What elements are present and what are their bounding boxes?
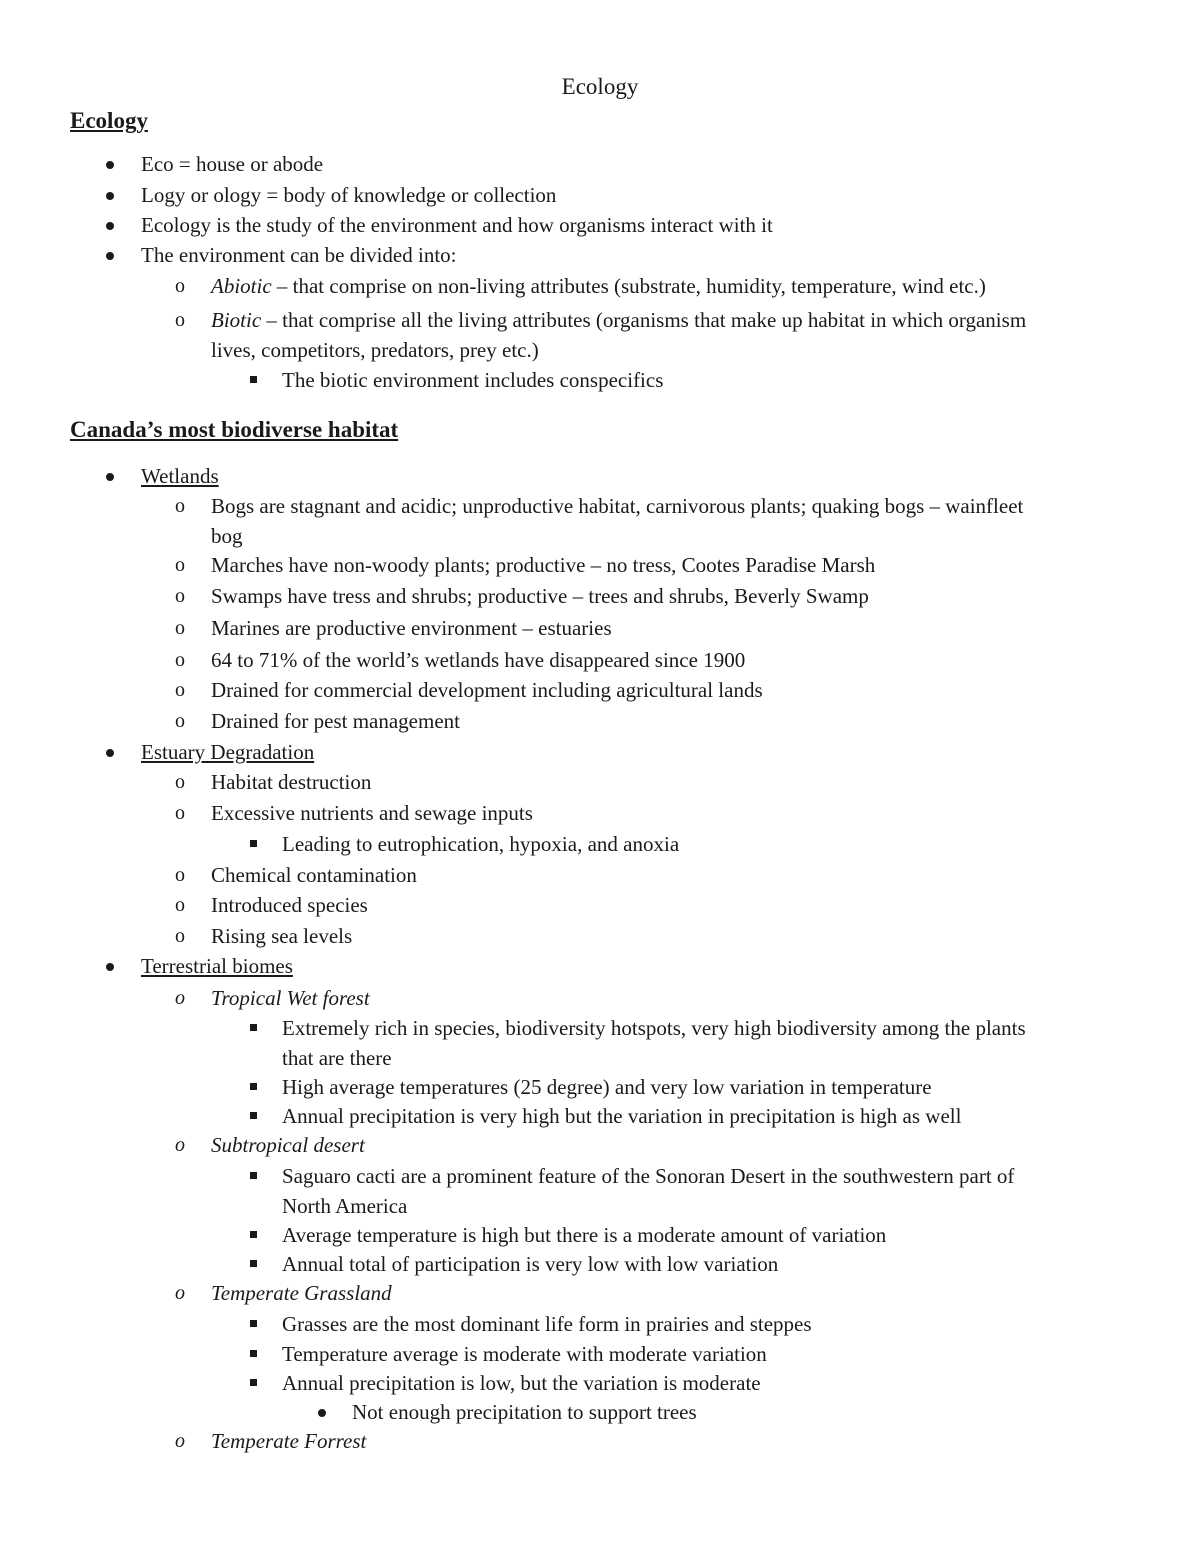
- list-item-text: Wetlands: [141, 464, 219, 488]
- list-item-text: Average temperature is high but there is a moderate amount of variation: [282, 1223, 887, 1247]
- list-item-text: Saguaro cacti are a prominent feature of the Sonoran Desert in the southwestern part of: [282, 1164, 1015, 1188]
- list-item-text: Grasses are the most dominant life form in prairies and steppes: [282, 1312, 812, 1336]
- bullet-circle-icon: o: [175, 802, 185, 824]
- list-item-text: Tropical Wet forest: [211, 986, 370, 1010]
- bullet-square-icon: [250, 1320, 257, 1327]
- bullet-square-icon: [250, 1083, 257, 1090]
- bullet-dot-icon: [106, 161, 114, 169]
- bullet-circle-icon: o: [175, 649, 185, 671]
- list-item: [352, 1398, 697, 1426]
- list-item-text: Subtropical desert: [211, 1133, 365, 1157]
- list-item-text: Habitat destruction: [211, 770, 372, 794]
- list-item-text: The biotic environment includes conspecifics: [282, 368, 664, 392]
- bullet-square-icon: [250, 1172, 257, 1179]
- list-item-text: Logy or ology = body of knowledge or collection: [141, 183, 557, 207]
- bullet-square-icon: [250, 376, 257, 383]
- list-item: [282, 1310, 812, 1338]
- bullet-square-icon: [250, 1260, 257, 1267]
- list-item: [211, 492, 1023, 520]
- list-item-text: Chemical contamination: [211, 863, 417, 887]
- list-item: [211, 922, 352, 950]
- list-item-text: Marches have non-woody plants; productive – no tress, Cootes Paradise Marsh: [211, 553, 876, 577]
- bullet-square-icon: [250, 1024, 257, 1031]
- list-item: [282, 1014, 1026, 1042]
- list-item: [282, 830, 679, 858]
- list-item-term: Biotic: [211, 308, 262, 332]
- list-item-continuation: bog: [211, 524, 243, 548]
- list-item: [282, 1221, 886, 1249]
- bullet-dot-icon: [318, 1409, 326, 1417]
- bullet-circle-icon: o: [175, 679, 185, 701]
- list-item: [211, 707, 460, 735]
- list-item-text: Ecology is the study of the environment and how organisms interact with it: [141, 213, 773, 237]
- list-item-text: Temperate Grassland: [211, 1281, 392, 1305]
- bullet-dot-icon: [106, 749, 114, 757]
- bullet-circle-icon: o: [175, 495, 185, 517]
- list-item: [141, 211, 773, 239]
- list-item: [211, 614, 612, 642]
- list-item-text: Eco = house or abode: [141, 152, 324, 176]
- list-item: [211, 676, 763, 704]
- list-item-text: 64 to 71% of the world’s wetlands have disappeared since 1900: [211, 648, 746, 672]
- bullet-dot-icon: [106, 963, 114, 971]
- list-item-continuation: that are there: [282, 1046, 392, 1070]
- list-item-text: Swamps have tress and shrubs; productive – trees and shrubs, Beverly Swamp: [211, 584, 869, 608]
- bullet-circle-icon: o: [175, 925, 185, 947]
- list-item-continuation: lives, competitors, predators, prey etc.): [211, 338, 539, 362]
- list-item-text: – that comprise on non-living attributes (substrate, humidity, temperature, wind etc.): [271, 274, 986, 298]
- list-item-text: Leading to eutrophication, hypoxia, and anoxia: [282, 832, 680, 856]
- list-item: [211, 1131, 365, 1159]
- list-item: [282, 1102, 961, 1130]
- list-item-text: Marines are productive environment – estuaries: [211, 616, 612, 640]
- bullet-dot-icon: [106, 192, 114, 200]
- bullet-circle-icon: o: [175, 1282, 185, 1304]
- list-item: [141, 150, 323, 178]
- list-item-text: Annual precipitation is very high but the variation in precipitation is high as well: [282, 1104, 962, 1128]
- list-item-text: Terrestrial biomes: [141, 954, 293, 978]
- list-item: [282, 1162, 1014, 1190]
- list-item: [141, 462, 219, 490]
- bullet-square-icon: [250, 1112, 257, 1119]
- bullet-dot-icon: [106, 252, 114, 260]
- bullet-circle-icon: o: [175, 1430, 185, 1452]
- list-item-continuation: North America: [282, 1194, 408, 1218]
- section-heading: Ecology: [70, 108, 148, 133]
- bullet-circle-icon: o: [175, 309, 185, 331]
- list-item-text: Annual precipitation is low, but the variation is moderate: [282, 1371, 761, 1395]
- bullet-circle-icon: o: [175, 554, 185, 576]
- list-item-text: Not enough precipitation to support trees: [352, 1400, 697, 1424]
- list-item: [211, 861, 417, 889]
- list-item: [211, 891, 368, 919]
- bullet-circle-icon: o: [175, 585, 185, 607]
- bullet-circle-icon: o: [175, 894, 185, 916]
- list-item: [211, 799, 533, 827]
- list-item-text: Drained for commercial development including agricultural lands: [211, 678, 763, 702]
- list-item: [282, 1250, 778, 1278]
- list-item-text: Introduced species: [211, 893, 368, 917]
- list-item-text: Temperature average is moderate with moderate variation: [282, 1342, 767, 1366]
- list-item-text: The environment can be divided into:: [141, 243, 457, 267]
- list-item-text: High average temperatures (25 degree) and very low variation in temperature: [282, 1075, 932, 1099]
- bullet-square-icon: [250, 1231, 257, 1238]
- list-item-text: Annual total of participation is very low with low variation: [282, 1252, 779, 1276]
- list-item: [211, 768, 371, 796]
- list-item: [141, 952, 293, 980]
- bullet-square-icon: [250, 840, 257, 847]
- list-item: [141, 241, 457, 269]
- list-item-text: Bogs are stagnant and acidic; unproductive habitat, carnivorous plants; quaking bogs – wainfleet: [211, 494, 1024, 518]
- bullet-circle-icon: o: [175, 771, 185, 793]
- list-item-text: Rising sea levels: [211, 924, 353, 948]
- bullet-dot-icon: [106, 222, 114, 230]
- list-item: [282, 366, 663, 394]
- bullet-circle-icon: o: [175, 617, 185, 639]
- list-item: [211, 272, 986, 300]
- bullet-square-icon: [250, 1350, 257, 1357]
- bullet-dot-icon: [106, 473, 114, 481]
- bullet-circle-icon: o: [175, 710, 185, 732]
- list-item: [211, 984, 370, 1012]
- list-item-text: Drained for pest management: [211, 709, 460, 733]
- section-heading: Canada’s most biodiverse habitat: [70, 417, 399, 442]
- list-item: [141, 181, 556, 209]
- list-item: [211, 582, 869, 610]
- list-item-text: Excessive nutrients and sewage inputs: [211, 801, 533, 825]
- list-item: [211, 1427, 366, 1455]
- document-title: Ecology: [561, 74, 639, 99]
- list-item: [211, 551, 875, 579]
- list-item-text: Temperate Forrest: [211, 1429, 367, 1453]
- list-item: [211, 306, 1026, 334]
- list-item: [282, 1369, 761, 1397]
- list-item-text: Extremely rich in species, biodiversity hotspots, very high biodiversity among the plants: [282, 1016, 1026, 1040]
- list-item: [282, 1073, 932, 1101]
- bullet-circle-icon: o: [175, 987, 185, 1009]
- list-item: [211, 1279, 392, 1307]
- bullet-circle-icon: o: [175, 1134, 185, 1156]
- list-item: [282, 1340, 767, 1368]
- list-item-text: Estuary Degradation: [141, 740, 315, 764]
- bullet-circle-icon: o: [175, 275, 185, 297]
- list-item: [141, 738, 314, 766]
- bullet-square-icon: [250, 1379, 257, 1386]
- list-item-text: – that comprise all the living attributes (organisms that make up habitat in which organism: [261, 308, 1027, 332]
- list-item-term: Abiotic: [211, 274, 272, 298]
- bullet-circle-icon: o: [175, 864, 185, 886]
- list-item: [211, 646, 745, 674]
